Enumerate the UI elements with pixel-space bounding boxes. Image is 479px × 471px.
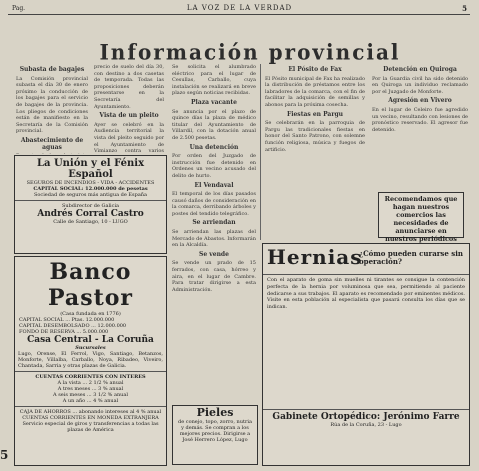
ad-hernias-body: Con el aparato de goma sin muelles ni tirantes se consigue la contención perfecta de la hernia por voluminosa que sea, permitiendo al paciente dedicarse a sus trabajos. El aparato es recomendado por eminentes médicos. Visite en esta población al especialista que pasará consulta los días que se indican. bbox=[267, 277, 465, 311]
ad-hernias-title: Hernias bbox=[267, 245, 363, 269]
ad-rate: A seis meses ... 3 1/2 % anual bbox=[53, 392, 128, 398]
article-heading: Detención en Quiroga bbox=[383, 66, 457, 73]
ad-branches: Lugo, Orense, El Ferrol, Vigo, Santiago, Betanzos, Monforte, Villalba, Carballo, Noya, Ribadeo, Viveiro, Chantada, Sarria y otras plazas de Galicia. bbox=[18, 351, 163, 369]
article-text: El temporal de los días pasados causó daños de consideración en la comarca, derribando árboles y postes del tendido telegráfico. bbox=[172, 191, 256, 217]
header-left: Pag. bbox=[12, 5, 26, 12]
divider bbox=[15, 406, 166, 407]
ad-footer: Servicio especial de giros y transferencias a todas las plazas de América bbox=[22, 421, 159, 433]
ad-hernias-cta: Gabinete Ortopédico: Jerónimo Farre bbox=[272, 412, 460, 422]
ad-line: Subdirector de Galicia bbox=[61, 203, 120, 209]
article-text: En el lugar de Celeiro fue agredido un vecino, resultando con lesiones de pronóstico reservado. El agresor fue detenido. bbox=[372, 106, 468, 133]
divider bbox=[263, 274, 469, 275]
article-heading: Se arriendan bbox=[192, 219, 236, 227]
article-text: Por orden del Juzgado de instrucción fue detenido en Ordenes un vecino acusado del delito de hurto. bbox=[172, 153, 256, 179]
header-paper-name: LA VOZ DE LA VERDAD bbox=[186, 4, 293, 12]
ad-central-seat: Casa Central - La Coruña bbox=[27, 335, 154, 345]
ad-capital: CAPITAL SOCIAL ... Ptas. 12.000.000 bbox=[19, 317, 115, 323]
article-heading: Se vende bbox=[199, 250, 229, 258]
ad-footer: CAJA DE AHORROS ... abonando intereses al 4 % anual bbox=[19, 409, 162, 415]
article-heading: Plaza vacante bbox=[191, 98, 237, 106]
ad-hernias-subtitle: ¿Cómo pueden curarse sin operación? bbox=[359, 249, 463, 266]
article-text: Se celebrarán en la parroquia de Pargu las tradicionales fiestas en honor del Santo Patrono, con solemne función religiosa, música y fuegos de artificio. bbox=[265, 120, 365, 153]
article-heading: Una detención bbox=[189, 143, 239, 151]
ad-hernias bbox=[262, 243, 470, 466]
page-header bbox=[12, 4, 467, 14]
article-text: Se arriendan las plazas del Mercado de Abastos. Informarán en la Alcaldía. bbox=[172, 229, 256, 249]
article-heading: El Pósito de Fax bbox=[288, 66, 342, 73]
ad-pieles bbox=[172, 405, 258, 465]
article-heading: Vista de un pleito bbox=[99, 112, 159, 120]
article-heading: Agresión en Vivero bbox=[388, 97, 452, 105]
ad-agent-name: Andrés Corral Castro bbox=[37, 209, 144, 219]
article-heading: Fiestas en Pargu bbox=[286, 110, 344, 118]
header-rule bbox=[8, 14, 470, 15]
ad-branches-heading: Sucursales bbox=[75, 345, 106, 351]
ad-rates-heading: CUENTAS CORRIENTES CON INTERES bbox=[35, 374, 146, 380]
article-heading: El Vendaval bbox=[194, 181, 234, 189]
ad-line: Sociedad de seguros más antigua de España bbox=[33, 192, 148, 198]
section-title: Información provincial bbox=[99, 39, 401, 65]
ad-line: SEGUROS DE INCENDIOS - VIDA - ACCIDENTES bbox=[26, 180, 155, 186]
article-heading: Subasta de bagajes bbox=[19, 66, 85, 73]
ad-capital: CAPITAL DESEMBOLSADO ... 12.000.000 bbox=[19, 323, 127, 329]
ad-company-name: La Unión y el Fénix Español bbox=[36, 158, 145, 180]
divider bbox=[263, 409, 469, 410]
article-text: Se anuncia por el plazo de quince días la plaza de médico titular del Ayuntamiento de Villardil, con la dotación anual de 2.500 pesetas. bbox=[172, 108, 256, 141]
column-divider bbox=[260, 64, 261, 240]
divider bbox=[15, 200, 166, 201]
page-number: 5 bbox=[0, 448, 9, 462]
column-5 bbox=[372, 64, 468, 188]
article-text: El Pósito municipal de Fax ha realizado la distribución de préstamos entre los labradores de la comarca, con el fin de facilitar la adquisición de semillas y abonos para la próxima cosecha. bbox=[265, 75, 365, 108]
ad-rate: A la vista ... 2 1/2 % anual bbox=[57, 380, 124, 386]
column-3 bbox=[172, 64, 256, 400]
article-text: La Comisión provincial subasta el día 30 de enero próximo la conducción de los bagajes para el servicio de bagajes de la provincia. Los pliegos de condiciones están de manifiesto en la Secretaría de la Comisión provincial. bbox=[16, 75, 88, 135]
column-1 bbox=[16, 64, 88, 154]
divider bbox=[15, 371, 166, 372]
ad-footer: CUENTAS CORRIENTES EN MONEDA EXTRANJERA bbox=[22, 415, 159, 421]
article-text: Ayer se celebró en la Audiencia territorial la vista del pleito seguido por el Ayuntamiento de Vimianzo contra varios bbox=[94, 121, 164, 154]
article-text: precio de suelo del día 30, con destino a dos casetas de temporada. Todas las proposiciones deberán presentarse en la Secretaría del Ayuntamiento. bbox=[94, 64, 164, 110]
ad-banco-pastor bbox=[14, 256, 167, 466]
ad-pieles-text: de conejo, topo, zorro, nutria y demás. Se compran a los mejores precios. Dirigirse a José Herrero López, Lugo bbox=[178, 419, 252, 443]
article-text: Se vende un prado de 15 ferrados, con casa, hórreo y aira, en el lugar de Cambre. Para tratar dirigirse a esta Administración. bbox=[172, 260, 256, 293]
ad-bank-name: Banco Pastor bbox=[47, 259, 134, 311]
ad-rate: A tres meses ... 3 % anual bbox=[57, 386, 124, 392]
column-2 bbox=[94, 64, 164, 154]
boxed-notice bbox=[378, 192, 464, 243]
article-heading: Abastecimiento de aguas bbox=[20, 136, 84, 151]
ad-founded: (Casa fundada en 1776) bbox=[60, 311, 121, 317]
ad-line: CAPITAL SOCIAL: 12.000.000 de pesetas bbox=[33, 186, 148, 192]
header-page-number: 5 bbox=[462, 4, 467, 13]
ad-union-fenix bbox=[14, 155, 167, 254]
article-text: Se solicita el alumbrado eléctrico para el lugar de Cesullas, Carballo, cuya instalación se realizará en breve plazo según noticias recibidas. bbox=[172, 64, 256, 97]
ad-capital: FONDO DE RESERVA ... 5.000.000 bbox=[19, 329, 109, 335]
boxed-notice-text: Recomendamos que hagan nuestros comercios las necesidades de anunciarse en nuestros periódicos bbox=[384, 195, 458, 243]
ad-rate: A un año ... 4 % anual bbox=[62, 398, 119, 404]
article-text: Por la Guardia civil ha sido detenido en Quiroga un individuo reclamado por el Juzgado de Monforte. bbox=[372, 75, 468, 95]
ad-pieles-title: Pieles bbox=[196, 406, 234, 419]
ad-hernias-address: Rúa de la Coruña, 23 - Lugo bbox=[330, 422, 402, 428]
column-4 bbox=[265, 64, 365, 240]
ad-address: Calle de Santiago, 10 - LUGO bbox=[53, 219, 128, 225]
article-text bbox=[16, 153, 88, 154]
